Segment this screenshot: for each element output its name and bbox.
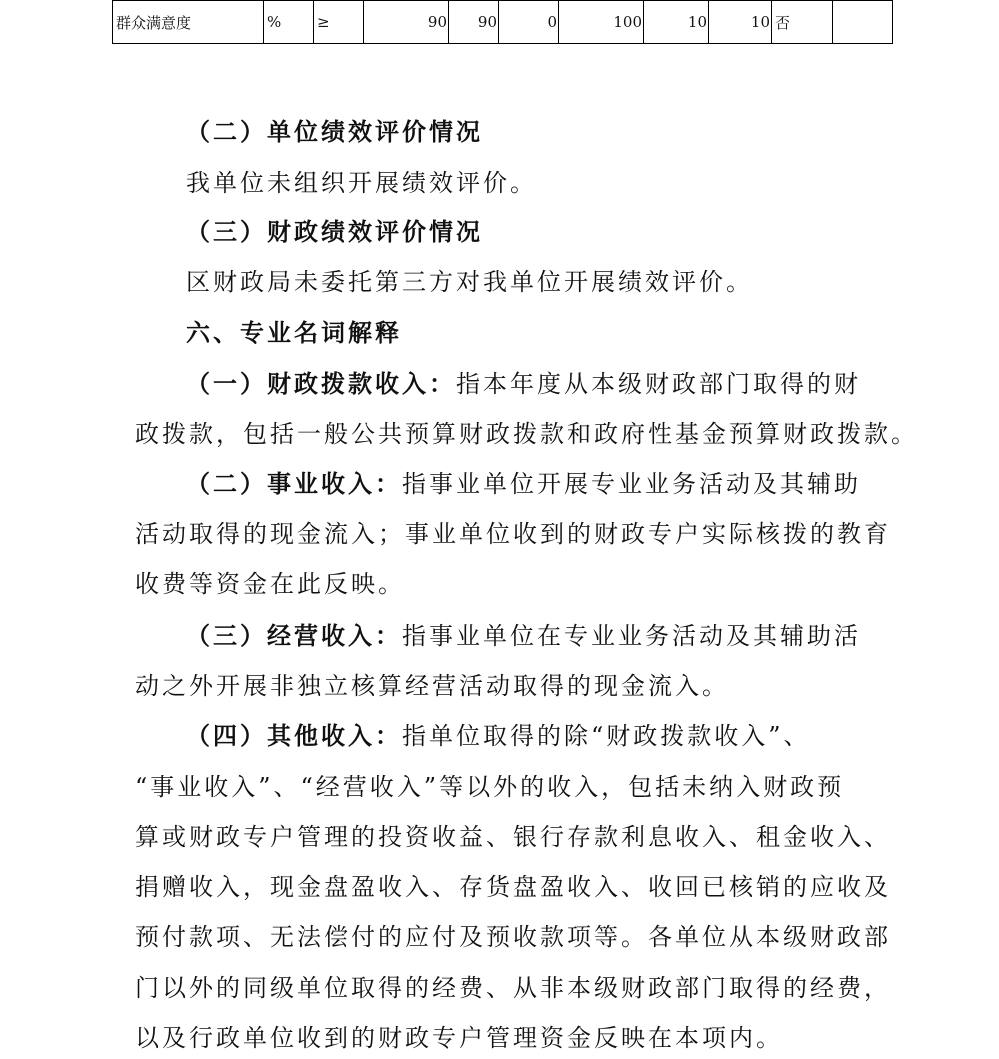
glossary-text-line: 门以外的同级单位取得的经费、从非本级财政部门取得的经费， [135,974,891,1002]
glossary-item-3 [186,616,861,651]
core-indicator-cell: 否 [772,1,833,44]
glossary-text-line: 收费等资金在此反映。 [135,570,405,598]
glossary-text-line: 以及行政单位收到的财政专户管理资金反映在本项内。 [135,1024,783,1052]
glossary-term: （四）其他收入： [186,721,402,750]
glossary-text: 指事业单位在专业业务活动及其辅助活 [402,622,861,650]
deviation-cell: 0 [499,1,559,44]
table-row [113,1,893,44]
unit-eval-text: 我单位未组织开展绩效评价。 [186,169,537,197]
indicator-name-cell: 群众满意度 [113,1,264,44]
glossary-text: 指事业单位开展专业业务活动及其辅助 [402,470,861,498]
glossary-text: 指本年度从本级财政部门取得的财 [456,370,861,398]
glossary-text: 指单位取得的除“财政拨款收入”、 [402,722,811,750]
fiscal-eval-heading: （三）财政绩效评价情况 [186,217,483,246]
performance-table [112,0,893,44]
glossary-text-line: 活动取得的现金流入；事业单位收到的财政专户实际核拨的教育 [135,520,891,548]
glossary-text-line: 算或财政专户管理的投资收益、银行存款利息收入、租金收入、 [135,823,891,851]
unit-eval-heading: （二）单位绩效评价情况 [186,117,483,146]
completion-rate-cell: 100 [559,1,644,44]
glossary-text-line: 动之外开展非独立核算经营活动取得的现金流入。 [135,672,729,700]
score-cell: 10 [709,1,772,44]
glossary-item-1 [186,364,861,399]
glossary-term: （二）事业收入： [186,469,402,498]
target-value-cell: 90 [364,1,449,44]
glossary-term: （一）财政拨款收入： [186,369,456,398]
glossary-item-2 [186,464,861,499]
glossary-text-line: 预付款项、无法偿付的应付及预收款项等。各单位从本级财政部 [135,923,891,951]
unit-cell: % [264,1,314,44]
glossary-text-line: 政拨款，包括一般公共预算财政拨款和政府性基金预算财政拨款。 [135,420,918,448]
glossary-item-4 [186,716,811,751]
glossary-text-line: “事业收入”、“经营收入”等以外的收入，包括未纳入财政预 [135,773,845,801]
glossary-term: （三）经营收入： [186,621,402,650]
remark-cell [833,1,893,44]
glossary-text-line: 捐赠收入，现金盘盈收入、存货盘盈收入、收回已核销的应收及 [135,873,891,901]
operator-cell: ≥ [314,1,364,44]
fiscal-eval-text: 区财政局未委托第三方对我单位开展绩效评价。 [186,268,753,296]
weight-cell: 10 [644,1,709,44]
glossary-heading: 六、专业名词解释 [186,319,402,347]
actual-value-cell: 90 [449,1,499,44]
